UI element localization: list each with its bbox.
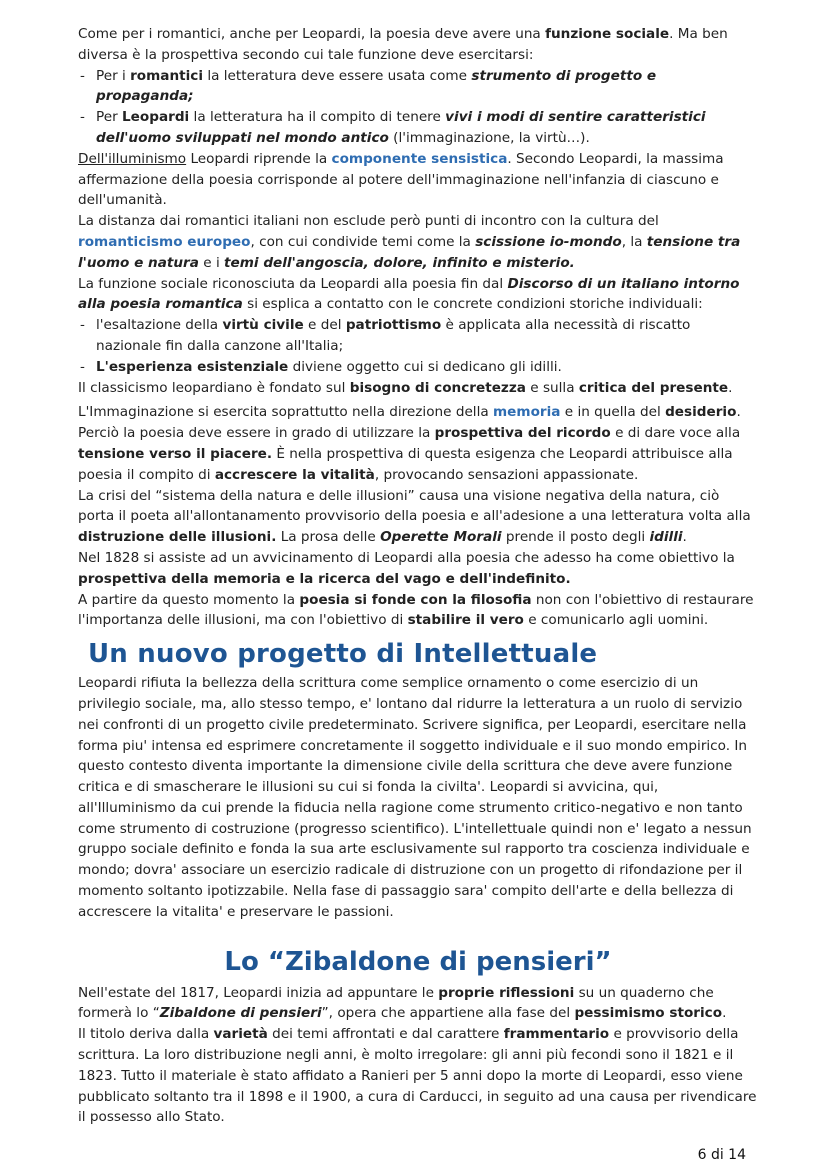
page-content — [78, 24, 758, 1128]
bold-italic-text: vivi i modi di sentire caratteristici dell'uomo sviluppati nel mondo antico — [96, 109, 706, 146]
bold-text: pessimismo storico — [574, 1005, 723, 1022]
text: dei temi affrontati e dal carattere — [267, 1026, 504, 1043]
bold-italic-text: tensione tra l'uomo e natura — [78, 233, 741, 271]
text: . Secondo Leopardi, la massima affermazione della poesia corrisponde al potere dell'immaginazione nell'infanzia di ciascuno e dell'umanità. — [78, 150, 724, 209]
text: La crisi del “sistema della natura e delle illusioni” causa una visione negativa della natura, ciò porta il poeta all'allontanamento provvisorio della poesia e all'adesione a una letteratura volta alla — [78, 487, 751, 525]
highlight-text: componente sensistica — [331, 150, 508, 167]
section-heading-intellettuale: Un nuovo progetto di Intellettuale — [88, 639, 598, 670]
paragraph-social-function — [78, 24, 758, 66]
text: e di dare voce alla — [610, 425, 741, 442]
bold-text: L'esperienza esistenziale — [96, 358, 289, 375]
paragraph-romanticismo — [78, 211, 758, 273]
bold-text: desiderio — [665, 404, 737, 421]
paragraph-1828 — [78, 548, 758, 590]
text: È nella prospettiva di questa esigenza che Leopardi attribuisce alla poesia il compito di — [78, 445, 733, 483]
text: La distanza dai romantici italiani non esclude però punti di incontro con la cultura del — [78, 213, 659, 230]
text: . Ma ben diversa è la prospettiva secondo cui tale funzione deve esercitarsi: — [78, 26, 728, 63]
bold-italic-text: scissione io-mondo — [475, 233, 622, 250]
conditions-list — [78, 315, 758, 377]
bold-text: distruzione delle illusioni. — [78, 529, 277, 546]
bold-italic-text: Discorso di un italiano intorno alla poesia romantica — [78, 275, 740, 313]
paragraph-zibaldone-title — [78, 1024, 758, 1128]
bold-italic-text: idilli — [649, 529, 683, 546]
bold-text: stabilire il vero — [407, 612, 524, 629]
paragraph-filosofia — [78, 590, 758, 632]
underlined-text: Dell'illuminismo — [78, 150, 187, 167]
bold-italic-text: Zibaldone di pensieri — [159, 1005, 322, 1022]
bold-text: virtù civile — [222, 317, 304, 334]
bold-text: poesia si fonde con la filosofia — [299, 591, 532, 608]
text: e del — [303, 317, 346, 334]
paragraph-immaginazione — [78, 402, 758, 485]
text: , provocando sensazioni appassionate. — [374, 466, 639, 483]
text: . — [722, 1005, 727, 1022]
text: diviene oggetto cui si dedicano gli idilli. — [288, 358, 562, 375]
text: è applicata alla necessità di riscatto nazionale fin dalla canzone all'Italia; — [96, 317, 691, 354]
text: (l'immaginazione, la virtù…). — [388, 129, 590, 146]
text: Come per i romantici, anche per Leopardi, la poesia deve avere una — [78, 26, 546, 42]
text: la letteratura ha il compito di tenere — [189, 109, 446, 126]
bold-italic-text: Operette Morali — [380, 529, 502, 546]
text: e comunicarlo agli uomini. — [523, 612, 709, 629]
list-item — [78, 66, 758, 108]
list-item — [78, 357, 758, 378]
paragraph-illuminismo — [78, 149, 758, 211]
comparison-list — [78, 66, 758, 149]
text: Leopardi riprende la — [186, 150, 332, 167]
text: Per — [96, 109, 122, 126]
bold-text: bisogno di concretezza — [349, 379, 526, 396]
paragraph-crisi — [78, 486, 758, 548]
bold-text: tensione verso il piacere. — [78, 445, 273, 462]
text: , la — [621, 233, 647, 250]
bold-text: romantici — [130, 67, 204, 84]
text: A partire da questo momento la — [78, 591, 300, 608]
list-item — [78, 315, 758, 357]
bold-text: varietà — [213, 1026, 268, 1043]
text: non con l'obiettivo di restaurare l'importanza delle illusioni, ma con l'obiettivo di — [78, 591, 754, 629]
bold-text: patriottismo — [345, 317, 442, 334]
bold-text: prospettiva del ricordo — [434, 425, 611, 442]
text: . Perciò la poesia deve essere in grado di utilizzare la — [78, 404, 741, 442]
text: Il titolo deriva dalla — [78, 1026, 214, 1043]
text: . — [682, 529, 687, 546]
text: la letteratura deve essere usata come — [203, 67, 472, 84]
text: si esplica a contatto con le concrete condizioni storiche individuali: — [242, 296, 703, 313]
bold-text: critica del presente — [578, 379, 729, 396]
highlight-text: romanticismo europeo — [78, 233, 251, 250]
text: e in quella del — [560, 404, 666, 421]
paragraph-zibaldone-origin — [78, 983, 758, 1025]
text: Il classicismo leopardiano è fondato sul — [78, 379, 350, 396]
bold-italic-text: temi dell'angoscia, dolore, infinito e misterio. — [224, 254, 575, 271]
bold-text: prospettiva della memoria e la ricerca del vago e dell'indefinito. — [78, 570, 571, 587]
text: e sulla — [525, 379, 579, 396]
text: e i — [198, 254, 225, 271]
text: , con cui condivide temi come la — [250, 233, 476, 250]
text: Per i — [96, 67, 131, 84]
text: . — [728, 379, 733, 396]
text: prende il posto degli — [501, 529, 650, 546]
paragraph-discorso — [78, 274, 758, 316]
section-heading-zibaldone: Lo “Zibaldone di pensieri” — [224, 946, 612, 977]
text: L'Immaginazione si esercita soprattutto nella direzione della — [78, 404, 494, 421]
highlight-text: memoria — [493, 404, 561, 421]
bold-text: frammentario — [503, 1026, 610, 1043]
text: Nel 1828 si assiste ad un avvicinamento di Leopardi alla poesia che adesso ha come obiettivo la — [78, 549, 735, 566]
bold-text: accrescere la vitalità — [214, 466, 375, 483]
paragraph-classicismo — [78, 378, 758, 399]
bold-text: funzione sociale — [545, 26, 670, 42]
page-number: 6 di 14 — [697, 1147, 746, 1163]
list-item — [78, 107, 758, 149]
text: su un quaderno che formerà lo “ — [78, 984, 714, 1022]
text: l'esaltazione della — [96, 317, 223, 334]
text: ”, opera che appartiene alla fase del — [321, 1005, 575, 1022]
text: Nell'estate del 1817, Leopardi inizia ad appuntare le — [78, 984, 439, 1001]
text: La funzione sociale riconosciuta da Leopardi alla poesia fin dal — [78, 275, 508, 292]
text: La prosa delle — [276, 529, 381, 546]
paragraph-intellettuale: Leopardi rifiuta la bellezza della scrittura come semplice ornamento o come esercizio di un privilegio sociale, ma, allo stesso tempo, e' lontano dal ridurre la letteratura a un ruolo di servizio nei confronti di un progetto civile predeterminato. Scrivere significa, per Leopardi, esercitare nella forma piu' intensa ed esprimere concretamente il soggetto individuale e il suo mondo empirico. In questo contesto diventa importante la dimensione civile della scrittura che deve avere funzione critica e di smascherare le illusioni su cui si fonda la civilta'. Leopardi si avvicina, qui, all'Illuminismo da cui prende la fiducia nella ragione come strumento critico-negativo e non tanto come strumento di costruzione (progresso scientifico). L'intellettuale quindi non e' legato a nessun gruppo sociale definito e fonda la sua arte esclusivamente sul rapporto tra coscienza individuale e mondo; dovra' associare un esercizio radicale di distruzione con un progetto di rifondazione per il momento soltanto ipotizzabile. Nella fase di passaggio sara' compito dell'arte e della bellezza di accrescere la vitalita' e preservare le passioni. — [78, 675, 752, 920]
bold-text: Leopardi — [122, 109, 190, 126]
text: e provvisorio della scrittura. La loro distribuzione negli anni, è molto irregolare: gli anni più fecondi sono il 1821 e il 1823. Tutto il materiale è stato affidato a Ranieri per 5 anni dopo la morte di Leopardi, esso viene pubblicato soltanto tra il 1898 e il 1900, a cura di Carducci, in seguito ad una causa per rivendicare il possesso allo Stato. — [78, 1026, 757, 1126]
bold-text: proprie riflessioni — [438, 984, 575, 1001]
bold-italic-text: strumento di progetto e propaganda; — [96, 67, 657, 105]
